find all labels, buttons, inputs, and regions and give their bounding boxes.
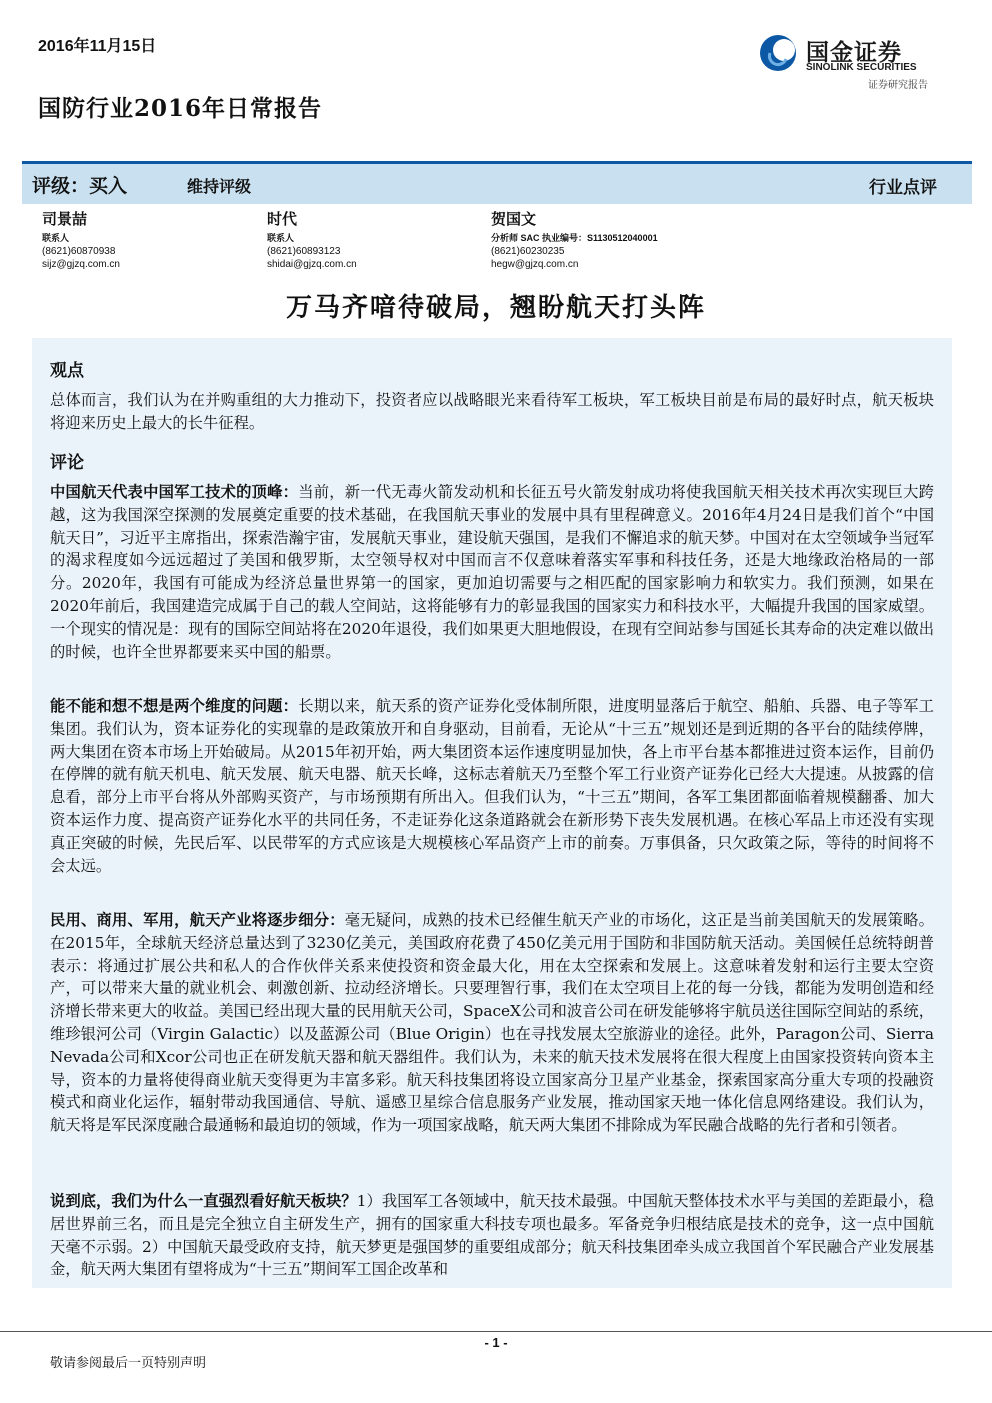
analyst-role: 联系人 [267, 233, 295, 243]
paragraph-text: 当前，新一代无毒火箭发动机和长征五号火箭发射成功将使我国航天相关技术再次实现巨大跨越，这为我国深空探测的发展奠定重要的技术基础，在我国航天事业的发展中具有里程碑意义。2016年4月24日是我们首个“中国航天日”，习近平主席指出，探索浩瀚宇宙，发展航天事业，建设航天强国，是我们不懈追求的航天梦。中国对在太空领域争当冠军的渴求程度如今远远超过了美国和俄罗斯，太空领导权对中国而言不仅意味着落实军事和科技任务，还是大地缘政治格局的一部分。2020年，我国有可能成为经济总量世界第一的国家，更加迫切需要与之相匹配的国家影响力和软实力。我们预测，如果在2020年前后，我国建造完成属于自己的载人空间站，这将能够有力的彰显我国的国家实力和科技水平，大幅提升我国的国家威望。一个现实的情况是：现有的国际空间站将在2020年退役，我们如果更大胆地假设，在现有空间站参与国延长其寿命的决定难以做出的时候，也许全世界都要来买中国的船票。 [50, 483, 934, 661]
analyst-email[interactable]: sijz@gjzq.com.cn [42, 259, 120, 270]
view-text: 总体而言，我们认为在并购重组的大力推动下，投资者应以战略眼光来看待军工板块，军工板块目前是布局的最好时点，航天板块将迎来历史上最大的长牛征程。 [50, 391, 934, 432]
analyst-phone: (8621)60870938 [42, 246, 116, 257]
comment-paragraph [50, 695, 934, 877]
analyst-card [267, 210, 357, 271]
logo-chinese-name: 国金证券 [806, 39, 902, 65]
analyst-name: 贺国文 [491, 210, 537, 228]
analyst-name: 时代 [267, 210, 298, 228]
comment-paragraph [50, 909, 934, 1137]
footer-disclaimer: 敬请参阅最后一页特别声明 [50, 1356, 207, 1371]
paragraph-text: 长期以来，航天系的资产证券化受体制所限，进度明显落后于航空、船舶、兵器、电子等军工集团。我们认为，资本证券化的实现靠的是政策放开和自身驱动，目前看，无论从“十三五”规划还是到近期的各平台的陆续停牌，两大集团在资本市场上开始破局。从2015年初开始，两大集团资本运作速度明显加快，各上市平台基本都推进过资本运作，目前仍在停牌的就有航天机电、航天发展、航天电器、航天长峰，这标志着航天乃至整个军工行业资产证券化已经大大提速。从披露的信息看，部分上市平台将从外部购买资产，与市场预期有所出入。但我们认为，“十三五”期间，各军工集团都面临着规模翻番、加大资本运作力度、提高资产证券化水平的共同任务，不走证券化这条道路就会在新形势下丧失发展机遇。在核心军品上市还没有实现真正突破的时候，先民后军、以民带军的方式应该是大规模核心军品资产上市的前奏。万事俱备，只欠政策之际，等待的时间将不会太远。 [50, 697, 934, 875]
analyst-role: 分析师 SAC 执业编号：S1130512040001 [491, 233, 658, 243]
view-heading: 观点 [50, 361, 84, 381]
logo-english-name: SINOLINK SECURITIES [806, 62, 917, 73]
sinolink-logo-icon [758, 33, 798, 73]
analyst-role: 联系人 [42, 233, 70, 243]
analyst-card [491, 210, 658, 271]
analyst-card [42, 210, 120, 271]
footer-divider [0, 1331, 992, 1332]
rating-label: 评级：买入 [32, 175, 128, 197]
paragraph-lead: 民用、商用、军用，航天产业将逐步细分： [50, 911, 345, 929]
report-date: 2016年11月15日 [38, 38, 157, 55]
report-type: 行业点评 [869, 178, 937, 198]
analyst-phone: (8621)60893123 [267, 246, 341, 257]
comment-paragraph [50, 1190, 934, 1281]
company-logo [758, 33, 948, 93]
analyst-email[interactable]: shidai@gjzq.com.cn [267, 259, 357, 270]
rating-bar [22, 161, 972, 204]
headline: 万马齐喑待破局，翘盼航天打头阵 [285, 293, 706, 323]
paragraph-lead: 能不能和想不想是两个维度的问题： [50, 697, 299, 715]
paragraph-text: 毫无疑问，成熟的技术已经催生航天产业的市场化，这正是当前美国航天的发展策略。在2015年，全球航天经济总量达到了3230亿美元，美国政府花费了450亿美元用于国防和非国防航天活动。美国候任总统特朗普表示：将通过扩展公共和私人的合作伙伴关系来使投资和资金最大化，用在太空探索和发展上。这意味着发射和运行主要太空资产，可以带来大量的就业机会、刺激创新、拉动经济增长。只要理智行事，我们在太空项目上花的每一分钱，都能为发明创造和经济增长带来更大的收益。美国已经出现大量的民用航天公司，SpaceX公司和波音公司在研发能够将宇航员送往国际空间站的系统，维珍银河公司（Virgin Galactic）以及蓝源公司（Blue Origin）也在寻找发展太空旅游业的途径。此外，Paragon公司、Sierra Nevada公司和Xcor公司也正在研发航天器和航天器组件。我们认为，未来的航天技术发展将在很大程度上由国家投资转向资本主导，资本的力量将使得商业航天变得更为丰富多彩。航天科技集团将设立国家高分卫星产业基金，探索国家高分重大专项的投融资模式和商业化运作，辐射带动我国通信、导航、遥感卫星综合信息服务产业发展，推动国家天地一体化信息网络建设。我们认为，航天将是军民深度融合最通畅和最迫切的领域，作为一项国家战略，航天两大集团不排除成为军民融合战略的先行者和引领者。 [50, 911, 934, 1135]
logo-subtitle: 证券研究报告 [868, 80, 928, 91]
paragraph-text: 1）我国军工各领域中，航天技术最强。中国航天整体技术水平与美国的差距最小，稳居世界前三名，而且是完全独立自主研发生产，拥有的国家重大科技专项也最多。军备竞争归根结底是技术的竞争，这一点中国航天毫不示弱。2）中国航天最受政府支持，航天梦更是强国梦的重要组成部分；航天科技集团牵头成立我国首个军民融合产业发展基金，航天两大集团有望将成为“十三五”期间军工国企改革和 [50, 1192, 934, 1279]
comment-heading: 评论 [50, 453, 84, 473]
page-number: - 1 - [484, 1335, 508, 1350]
paragraph-lead: 说到底，我们为什么一直强烈看好航天板块？ [50, 1192, 357, 1210]
rating-maintain: 维持评级 [187, 177, 252, 196]
report-title: 国防行业2016年日常报告 [38, 95, 323, 122]
analyst-name: 司景喆 [42, 210, 88, 228]
comment-paragraph [50, 481, 934, 663]
paragraph-lead: 中国航天代表中国军工技术的顶峰： [50, 483, 299, 501]
analyst-phone: (8621)60230235 [491, 246, 565, 257]
analyst-email[interactable]: hegw@gjzq.com.cn [491, 259, 579, 270]
